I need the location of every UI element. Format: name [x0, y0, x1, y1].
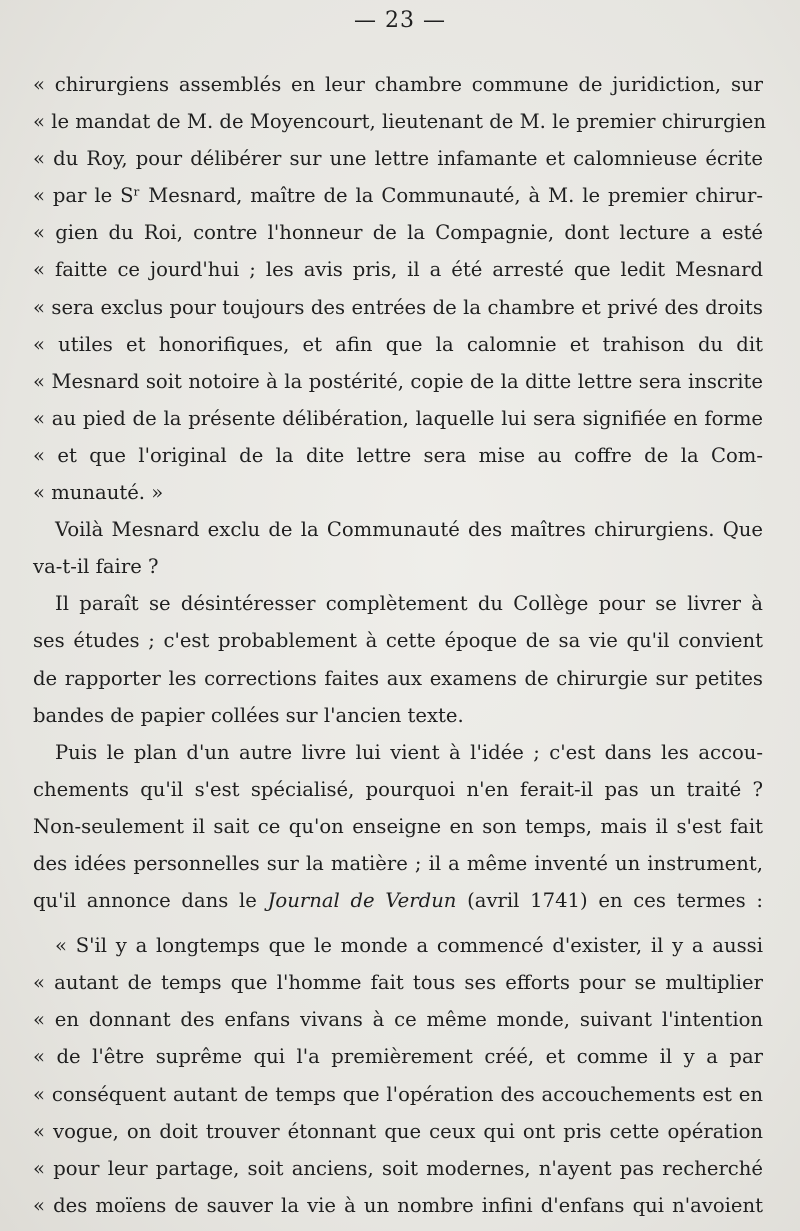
quote-block-2 — [33, 927, 763, 1224]
text-line: « en donnant des enfans vivans à ce même monde, suivant l'intention — [33, 1008, 763, 1032]
text-line: « Mesnard soit notoire à la postérité, copie de la ditte lettre sera inscrite — [33, 369, 763, 393]
text-line: « munauté. » — [33, 481, 164, 505]
text-line: « au pied de la présente délibération, laquelle lui sera signifiée en forme — [33, 406, 763, 430]
body-text — [33, 66, 766, 1224]
text-line: « sera exclus pour toujours des entrées de la chambre et privé des droits — [33, 295, 763, 319]
text-line: chements qu'il s'est spécialisé, pourquoi n'en ferait-il pas un traité ? — [33, 777, 763, 801]
text-line: « gien du Roi, contre l'honneur de la Compagnie, dont lecture a esté — [33, 221, 763, 245]
text-line: « vogue, on doit trouver étonnant que ceux qui ont pris cette opération — [33, 1119, 763, 1143]
page-number: — 23 — — [354, 8, 446, 33]
text-line: « le mandat de M. de Moyencourt, lieutenant de M. le premier chirurgien — [33, 110, 766, 134]
text-line: « utiles et honorifiques, et afin que la calomnie et trahison du dit — [33, 332, 763, 356]
text-line: « faitte ce jourd'hui ; les avis pris, il a été arresté que ledit Mesnard — [33, 258, 763, 282]
text-line: va-t-il faire ? — [33, 555, 159, 579]
text-line: « par le Sʳ Mesnard, maître de la Communauté, à M. le premier chirur- — [33, 184, 763, 208]
text-line: de rapporter les corrections faites aux examens de chirurgie sur petites — [33, 666, 763, 690]
paragraph-1 — [33, 511, 763, 585]
text-fragment: (avril 1741) en ces termes : — [456, 889, 763, 913]
text-line: « pour leur partage, soit anciens, soit modernes, n'ayent pas recherché — [33, 1156, 763, 1180]
text-line: « chirurgiens assemblés en leur chambre commune de juridiction, sur — [33, 73, 763, 96]
paragraph-2 — [33, 585, 763, 733]
text-line: « du Roy, pour délibérer sur une lettre infamante et calomnieuse écrite — [33, 147, 763, 171]
text-line: ses études ; c'est probablement à cette époque de sa vie qu'il convient — [33, 629, 763, 653]
text-line: des idées personnelles sur la matière ; il a même inventé un instrument, — [33, 851, 763, 875]
text-line: bandes de papier collées sur l'ancien texte. — [33, 703, 464, 727]
text-line: « conséquent autant de temps que l'opération des accouchements est en — [33, 1082, 763, 1106]
text-line: « des moïens de sauver la vie à un nombre infini d'enfans qui n'avoient — [33, 1193, 763, 1217]
paragraph-3 — [33, 734, 763, 919]
text-line: « de l'être suprême qui l'a premièrement créé, et comme il y a par — [33, 1045, 763, 1069]
text-line: Non-seulement il sait ce qu'on enseigne en son temps, mais il s'est fait — [33, 814, 763, 838]
spacer — [33, 919, 763, 927]
text-fragment: qu'il annonce dans le — [33, 889, 268, 913]
text-line: Il paraît se désintéresser complètement du Collège pour se livrer à — [55, 592, 763, 616]
text-line: « autant de temps que l'homme fait tous ses efforts pour se multiplier — [33, 971, 763, 995]
text-line: « et que l'original de la dite lettre sera mise au coffre de la Com- — [33, 443, 763, 467]
quote-block-1 — [33, 66, 766, 511]
text-line: Voilà Mesnard exclu de la Communauté des maîtres chirurgiens. Que — [55, 518, 763, 542]
text-line-with-citation — [33, 882, 763, 919]
text-line: Puis le plan d'un autre livre lui vient à l'idée ; c'est dans les accou- — [55, 740, 763, 764]
journal-title: Journal de Verdun — [267, 889, 457, 913]
text-line: « S'il y a longtemps que le monde a commencé d'exister, il y a aussi — [55, 934, 763, 958]
